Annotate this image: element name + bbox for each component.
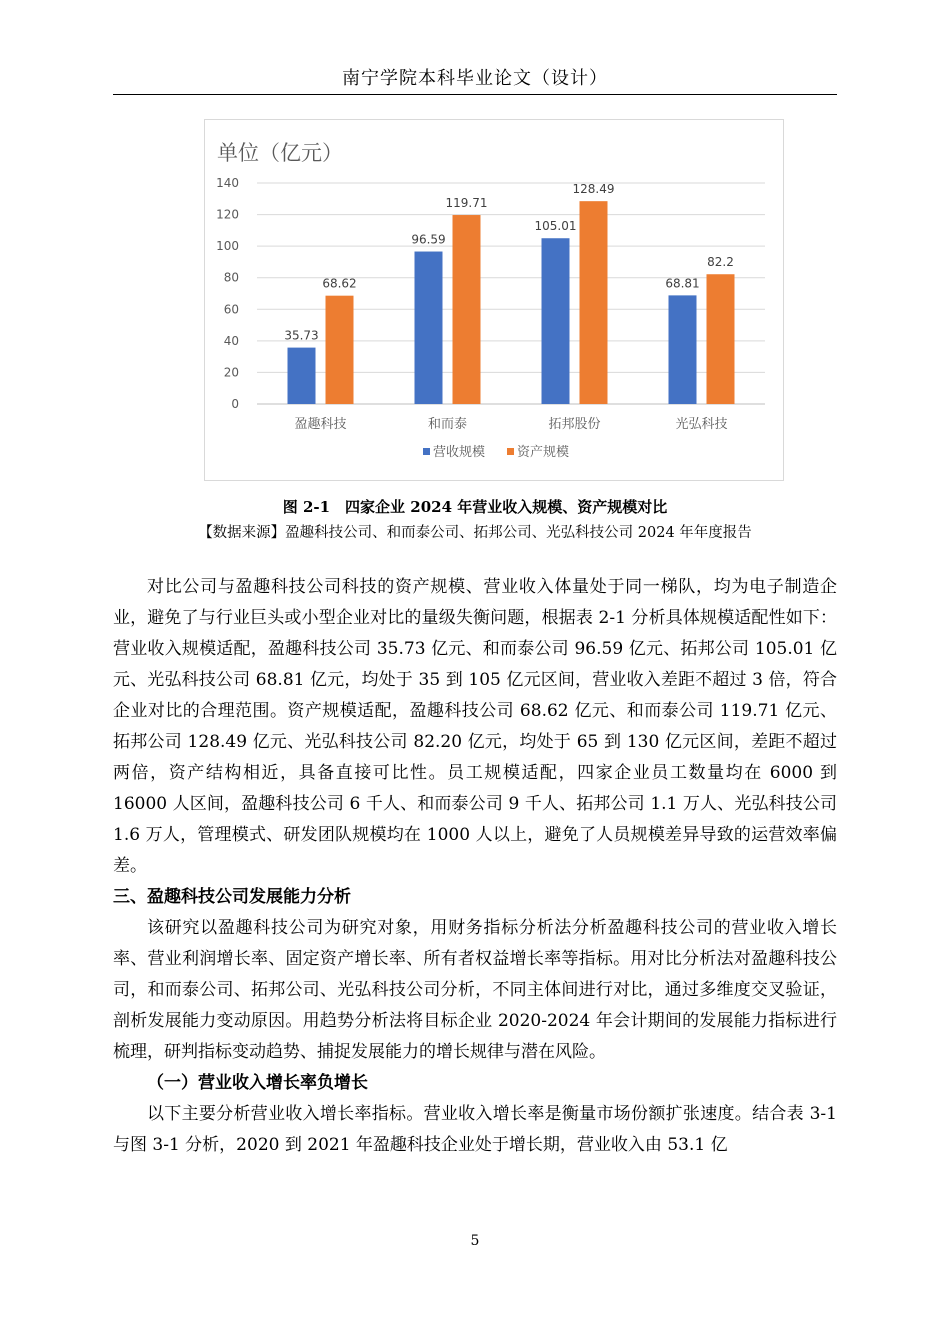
data-label: 119.71 (445, 196, 488, 211)
figure-source: 【数据来源】盈趣科技公司、和而泰公司、拓邦公司、光弘科技公司 2024 年年度报告 (198, 525, 752, 541)
bar-assets (326, 296, 354, 404)
figure-caption: 图 2-1 四家企业 2024 年营业收入规模、资产规模对比 (282, 498, 668, 516)
paragraph-1: 对比公司与盈趣科技公司科技的资产规模、营业收入体量处于同一梯队，均为电子制造企业，避免了与行业巨头或小型企业对比的量级失衡问题，根据表 2-1 分析具体规模适配性如下：营业收入规模适配，盈趣科技公司 35.73 亿元、和而泰公司 96.59 亿元、拓邦公司 105.01 亿元、光弘科技公司 68.81 亿元，均处于 35 到 105 亿元区间，营业收入差距不超过 3 倍，符合企业对比的合理范围。资产规模适配，盈趣科技公司 68.62 亿元、和而泰公司 119.71 亿元、拓邦公司 128.49 亿元、光弘科技公司 82.20 亿元，均处于 65 到 130 亿元区间，差距不超过两倍，资产结构相近，具备直接可比性。员工规模适配，四家企业员工数量均在 6000 到 16000 人区间，盈趣科技公司 6 千人、和而泰公司 9 千人、拓邦公司 1.1 万人、光弘科技公司 1.6 万人，管理模式、研发团队规模均在 1000 人以上，避免了人员规模差异导致的运营效率偏差。 (113, 577, 837, 876)
chart-svg (205, 120, 783, 480)
section-heading: 三、盈趣科技公司发展能力分析 (113, 887, 351, 907)
bar-revenue (415, 252, 443, 404)
bar-chart (204, 119, 784, 481)
subsection-heading: （一）营业收入增长率负增长 (147, 1073, 368, 1093)
paragraph-2: 该研究以盈趣科技公司为研究对象，用财务指标分析法分析盈趣科技公司的营业收入增长率、营业利润增长率、固定资产增长率、所有者权益增长率等指标。用对比分析法对盈趣科技公司，和而泰公司、拓邦公司、光弘科技公司分析，不同主体间进行对比，通过多维度交叉验证，剖析发展能力变动原因。用趋势分析法将目标企业 2020-2024 年会计期间的发展能力指标进行梳理，研判指标变动趋势、捕捉发展能力的增长规律与潜在风险。 (113, 918, 837, 1062)
bar-assets (453, 215, 481, 404)
x-tick-label: 光弘科技 (675, 417, 728, 432)
data-label: 35.73 (284, 328, 319, 343)
bar-revenue (288, 348, 316, 404)
legend-swatch (507, 448, 514, 455)
chart-title: 单位（亿元） (217, 141, 343, 165)
page-header: 南宁学院本科毕业论文（设计） (342, 68, 608, 89)
data-label: 105.01 (534, 219, 577, 234)
x-tick-label: 拓邦股份 (548, 417, 601, 432)
y-tick-label: 100 (216, 239, 239, 254)
paragraph-3: 以下主要分析营业收入增长率指标。营业收入增长率是衡量市场份额扩张速度。结合表 3-1 与图 3-1 分析，2020 到 2021 年盈趣科技企业处于增长期，营业收入由 53.1 亿 (113, 1104, 837, 1155)
legend-label: 营收规模 (433, 445, 486, 460)
bar-revenue (542, 238, 570, 404)
page-number: 5 (470, 1233, 480, 1249)
header-rule (113, 94, 837, 95)
y-tick-label: 40 (223, 333, 239, 348)
bar-revenue (669, 295, 697, 404)
body-text (113, 572, 837, 1161)
data-label: 128.49 (572, 182, 615, 197)
data-label: 82.2 (707, 255, 734, 270)
data-label: 68.81 (665, 276, 700, 291)
x-tick-label: 盈趣科技 (294, 417, 347, 432)
bar-assets (707, 274, 735, 404)
legend-label: 资产规模 (517, 445, 570, 460)
data-label: 96.59 (411, 232, 446, 247)
y-tick-label: 60 (223, 302, 239, 317)
y-tick-label: 120 (216, 207, 239, 222)
data-label: 68.62 (322, 276, 357, 291)
y-tick-label: 0 (231, 397, 239, 411)
y-tick-label: 80 (223, 270, 239, 285)
x-tick-label: 和而泰 (427, 417, 468, 432)
legend-swatch (423, 448, 430, 455)
bar-assets (580, 201, 608, 404)
y-tick-label: 140 (216, 176, 239, 190)
y-tick-label: 20 (223, 365, 239, 380)
